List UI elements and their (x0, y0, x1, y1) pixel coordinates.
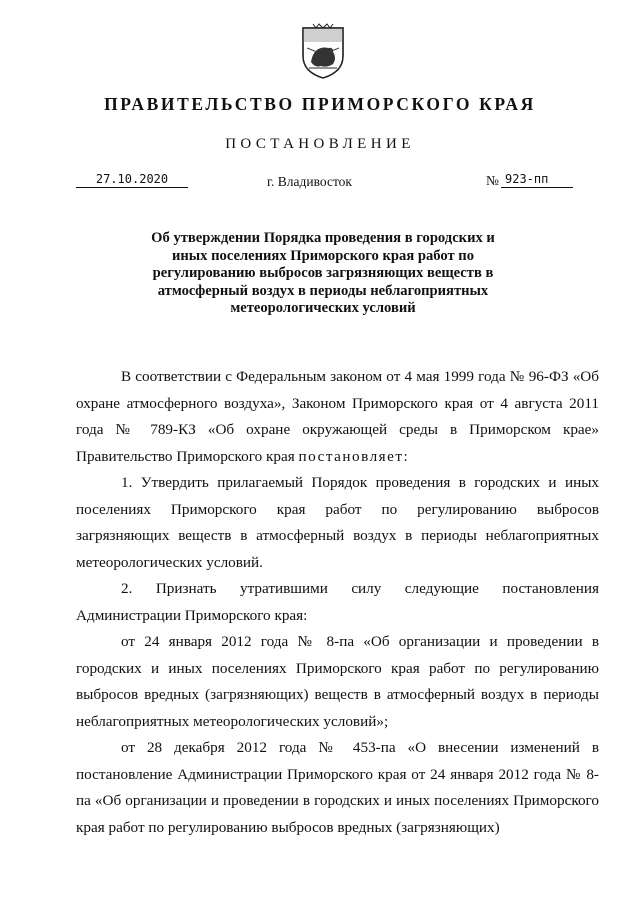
coat-of-arms-icon (299, 22, 347, 80)
repealed-decree-2: от 28 декабря 2012 года № 453-па «О внесении изменений в постановление Администрации Приморского края от 24 января 2012 года № 8-па «Об организации и проведении в городских и иных поселениях Приморского края работ по регулированию выбросов вредных (загрязняющих) (76, 739, 599, 836)
document-number: 923-пп (501, 171, 573, 188)
preamble-verb: постановляет: (298, 447, 410, 465)
preamble-text: В соответствии с Федеральным законом от 4 мая 1999 года № 96-ФЗ «Об охране атмосферного воздуха», Законом Приморского края от 4 августа 2011 года № 789-КЗ «Об охране окружающей среды в Приморском крае» Правительство Приморского края (76, 368, 599, 465)
preamble-paragraph (76, 364, 599, 470)
document-subject: Об утверждении Порядка проведения в городских и иных поселениях Приморского края работ по регулированию выбросов загрязняющих веществ в атмосферный воздух в периоды неблагоприятных метеорологических условий (151, 230, 495, 316)
document-date: 27.10.2020 (76, 171, 188, 188)
document-number-label: № (486, 173, 499, 188)
document-type: ПОСТАНОВЛЕНИЕ (225, 136, 415, 152)
government-title: ПРАВИТЕЛЬСТВО ПРИМОРСКОГО КРАЯ (104, 94, 536, 114)
repealed-decree-1: от 24 января 2012 года № 8-па «Об организации и проведении в городских и иных поселениях Приморского края работ по регулированию выбросов вредных (загрязняющих) веществ в атмосферный воздух в периоды неблагоприятных метеорологических условий»; (76, 633, 599, 730)
item-1-paragraph: 1. Утвердить прилагаемый Порядок проведения в городских и иных поселениях Приморского края работ по регулированию выбросов загрязняющих веществ в атмосферный воздух в периоды неблагоприятных метеорологических условий. (76, 474, 599, 571)
document-city: г. Владивосток (267, 174, 352, 189)
document-body (76, 364, 599, 841)
item-2-paragraph: 2. Признать утратившими силу следующие постановления Администрации Приморского края: (76, 580, 599, 624)
